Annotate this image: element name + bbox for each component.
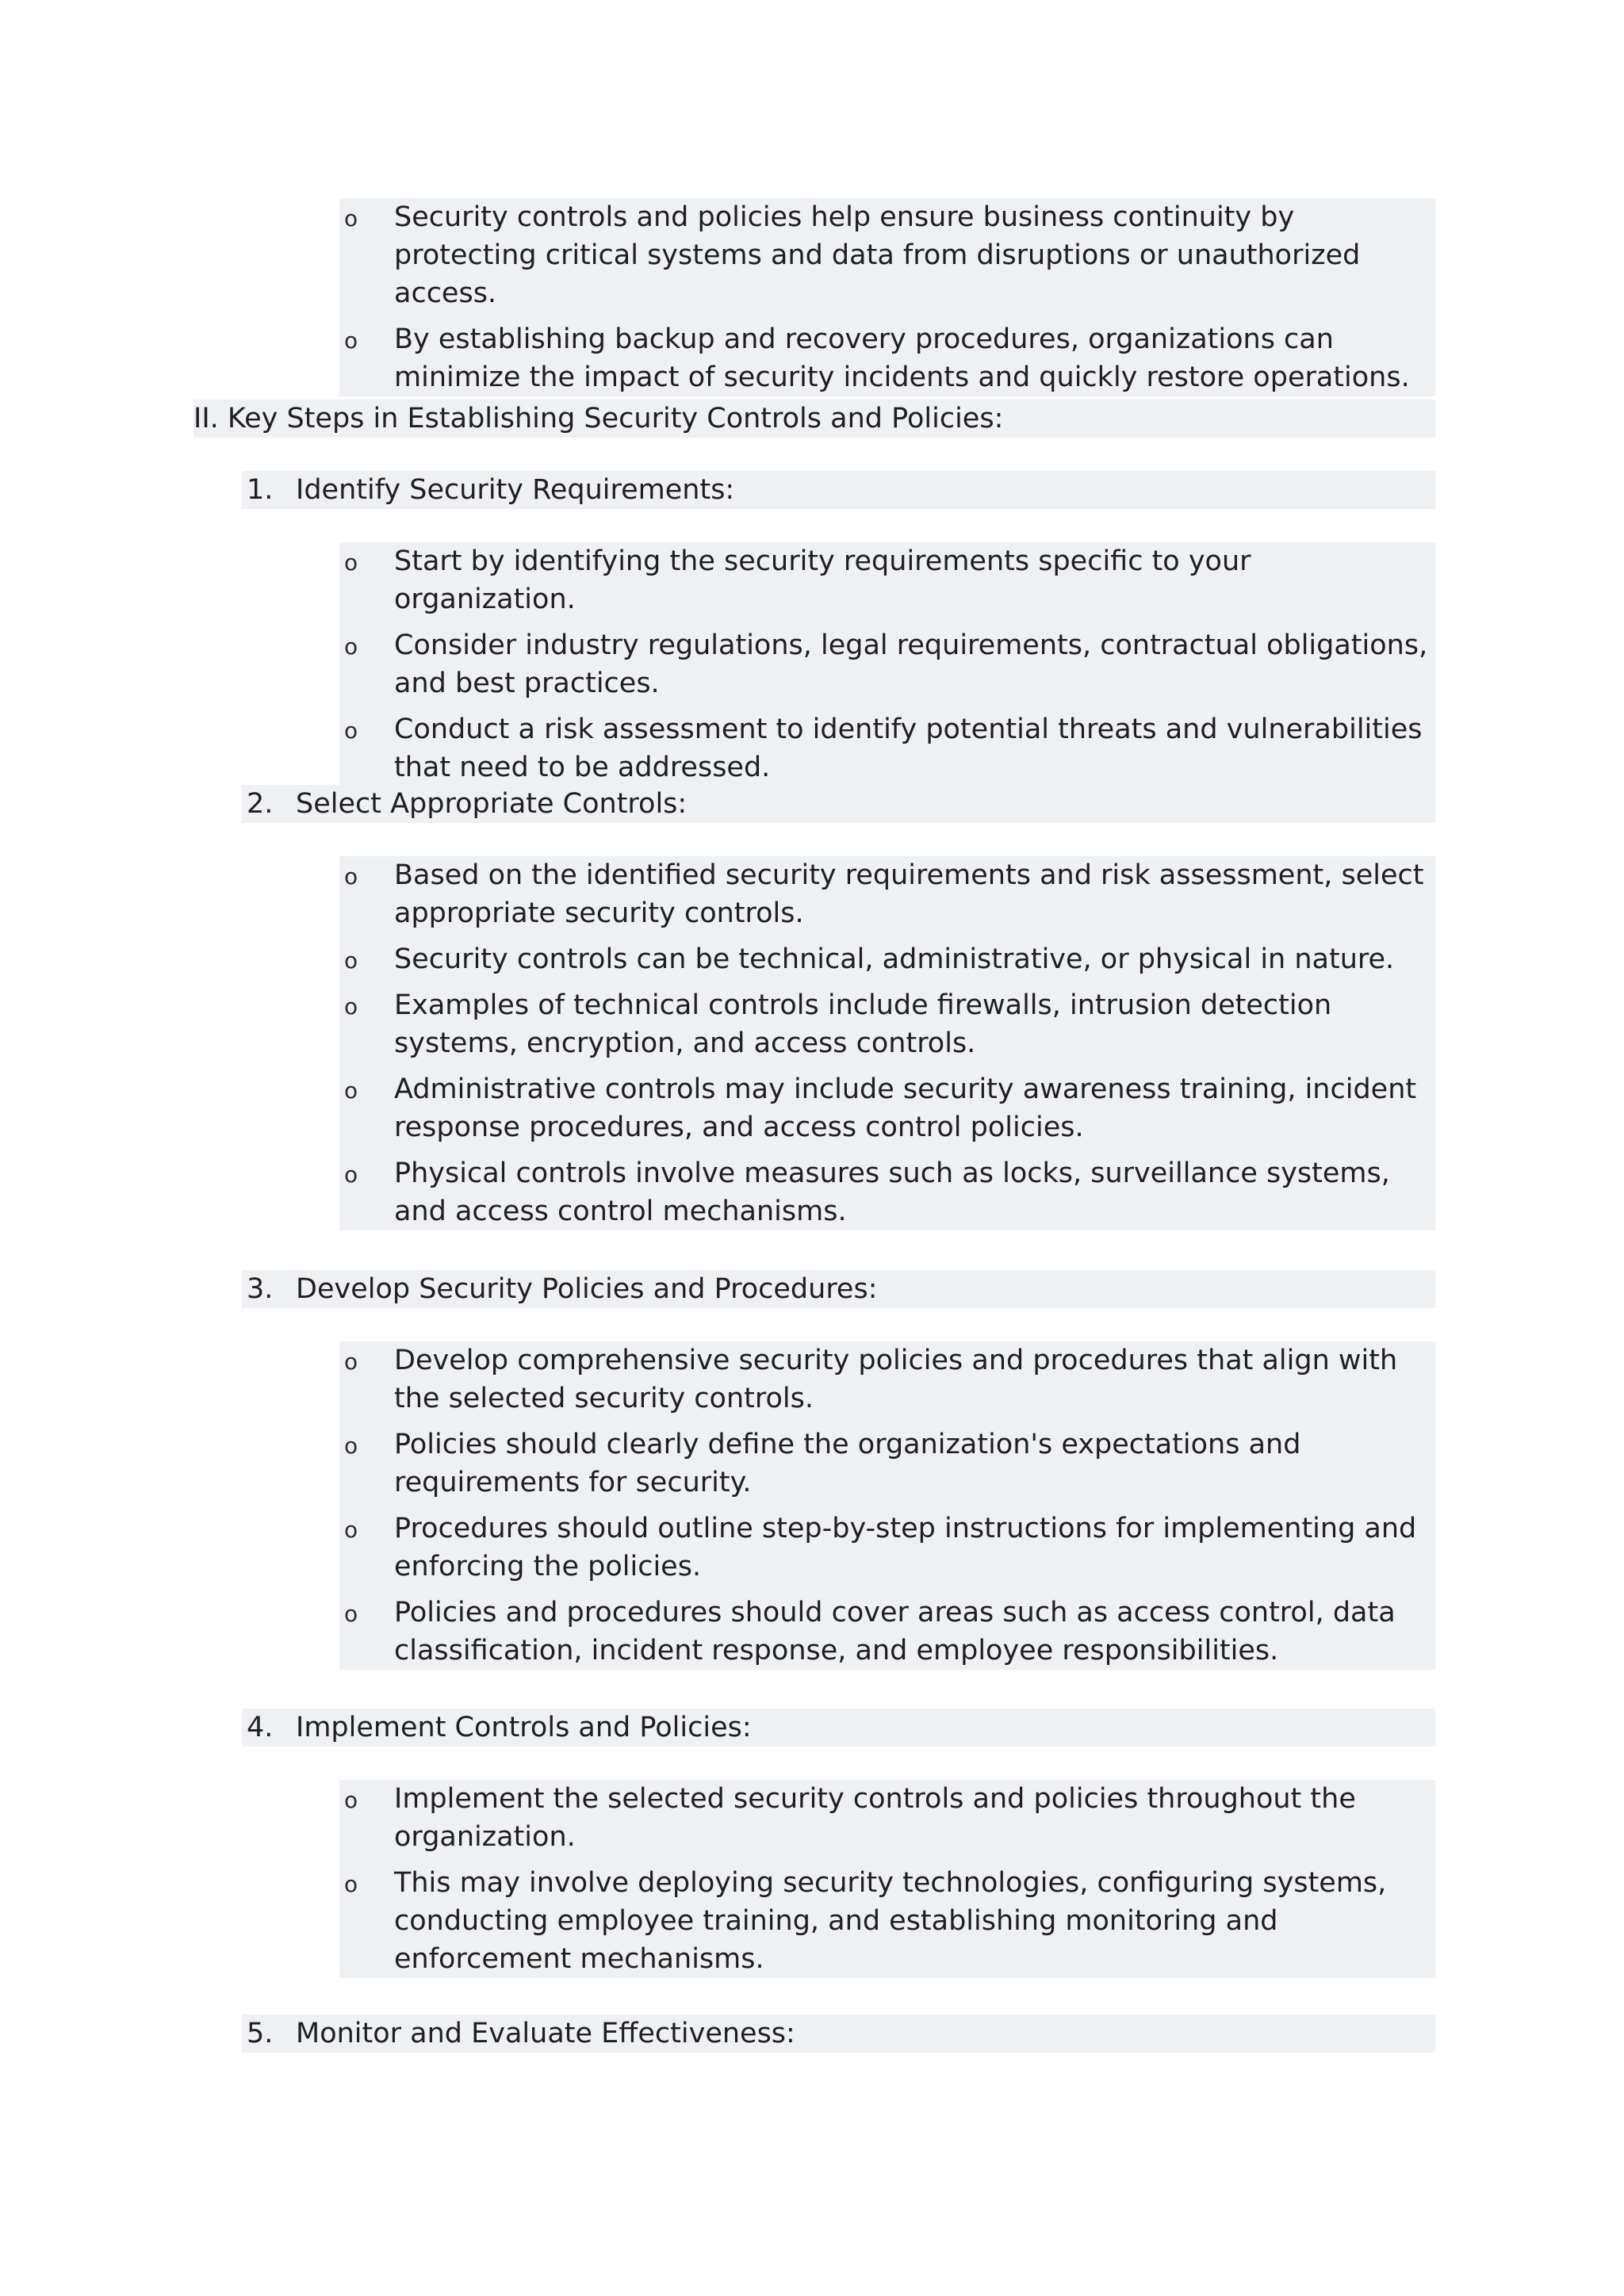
step-4-bullet-list xyxy=(339,1780,1435,1978)
bullet-text: By establishing backup and recovery procedures, organizations can minimize the impact of security incidents and quickly restore operations. xyxy=(394,323,1410,393)
step-number: 5. xyxy=(247,2018,274,2049)
step-number: 4. xyxy=(247,1712,274,1743)
list-item xyxy=(339,1341,1435,1418)
bullet-marker: o xyxy=(344,327,358,354)
bullet-text: Based on the identified security requirements and risk assessment, select appropriate security controls. xyxy=(394,859,1424,929)
bullet-text: Conduct a risk assessment to identify potential threats and vulnerabilities that need to be addressed. xyxy=(394,714,1423,783)
bullet-text: This may involve deploying security technologies, configuring systems, conducting employee training, and establishing monitoring and enforcement mechanisms. xyxy=(394,1867,1387,1975)
list-item xyxy=(339,940,1435,978)
list-item xyxy=(339,198,1435,312)
bullet-marker: o xyxy=(344,1517,358,1543)
list-item xyxy=(339,1154,1435,1230)
list-item xyxy=(339,1510,1435,1586)
list-item xyxy=(339,542,1435,618)
step-title: Implement Controls and Policies: xyxy=(296,1712,752,1743)
bullet-marker: o xyxy=(344,633,358,660)
bullet-marker: o xyxy=(344,549,358,576)
step-2-bullet-list xyxy=(339,856,1435,1230)
list-item xyxy=(339,1864,1435,1978)
list-item xyxy=(339,986,1435,1062)
bullet-marker: o xyxy=(344,1787,358,1813)
list-item xyxy=(339,710,1435,786)
bullet-text: Administrative controls may include security awareness training, incident response procedures, and access control policies. xyxy=(394,1073,1417,1143)
step-heading-3 xyxy=(242,1270,1435,1308)
list-item xyxy=(339,626,1435,702)
bullet-text: Physical controls involve measures such as locks, surveillance systems, and access control mechanisms. xyxy=(394,1158,1390,1227)
list-item xyxy=(339,1425,1435,1502)
bullet-text: Develop comprehensive security policies and procedures that align with the selected security controls. xyxy=(394,1345,1398,1414)
list-item xyxy=(339,1594,1435,1670)
step-1-bullet-list xyxy=(339,542,1435,786)
section-heading-text: II. Key Steps in Establishing Security Controls and Policies: xyxy=(193,403,1004,434)
step-title: Select Appropriate Controls: xyxy=(296,788,688,820)
bullet-marker: o xyxy=(344,1349,358,1375)
list-item xyxy=(339,320,1435,396)
bullet-text: Procedures should outline step-by-step instructions for implementing and enforcing the policies. xyxy=(394,1513,1417,1582)
list-item xyxy=(339,1780,1435,1856)
list-item xyxy=(339,1070,1435,1146)
step-heading-2 xyxy=(242,785,1435,823)
bullet-marker: o xyxy=(344,1161,358,1188)
section-heading xyxy=(193,400,1435,438)
bullet-text: Security controls can be technical, administrative, or physical in nature. xyxy=(394,943,1395,975)
bullet-marker: o xyxy=(344,205,358,232)
step-heading-1 xyxy=(242,471,1435,509)
step-title: Monitor and Evaluate Effectiveness: xyxy=(296,2018,795,2049)
step-heading-4 xyxy=(242,1709,1435,1747)
bullet-marker: o xyxy=(344,1433,358,1459)
bullet-marker: o xyxy=(344,947,358,974)
step-number: 2. xyxy=(247,788,274,820)
intro-bullet-list xyxy=(339,198,1435,396)
list-item xyxy=(339,856,1435,932)
bullet-text: Implement the selected security controls and policies throughout the organization. xyxy=(394,1783,1356,1853)
bullet-text: Consider industry regulations, legal requirements, contractual obligations, and best practices. xyxy=(394,629,1428,699)
step-3-bullet-list xyxy=(339,1341,1435,1670)
step-number: 1. xyxy=(247,474,274,506)
bullet-marker: o xyxy=(344,1871,358,1897)
bullet-text: Examples of technical controls include firewalls, intrusion detection systems, encryption, and access controls. xyxy=(394,989,1332,1059)
bullet-text: Policies and procedures should cover areas such as access control, data classification, incident response, and employee responsibilities. xyxy=(394,1597,1396,1667)
bullet-marker: o xyxy=(344,993,358,1020)
bullet-marker: o xyxy=(344,1077,358,1104)
bullet-text: Policies should clearly define the organization's expectations and requirements for security. xyxy=(394,1429,1301,1498)
step-heading-5 xyxy=(242,2015,1435,2053)
bullet-text: Security controls and policies help ensure business continuity by protecting critical systems and data from disruptions or unauthorized access. xyxy=(394,201,1361,309)
bullet-marker: o xyxy=(344,718,358,744)
step-title: Develop Security Policies and Procedures: xyxy=(296,1273,878,1305)
bullet-marker: o xyxy=(344,863,358,890)
bullet-text: Start by identifying the security requirements specific to your organization. xyxy=(394,545,1251,615)
step-title: Identify Security Requirements: xyxy=(296,474,735,506)
step-number: 3. xyxy=(247,1273,274,1305)
bullet-marker: o xyxy=(344,1601,358,1627)
